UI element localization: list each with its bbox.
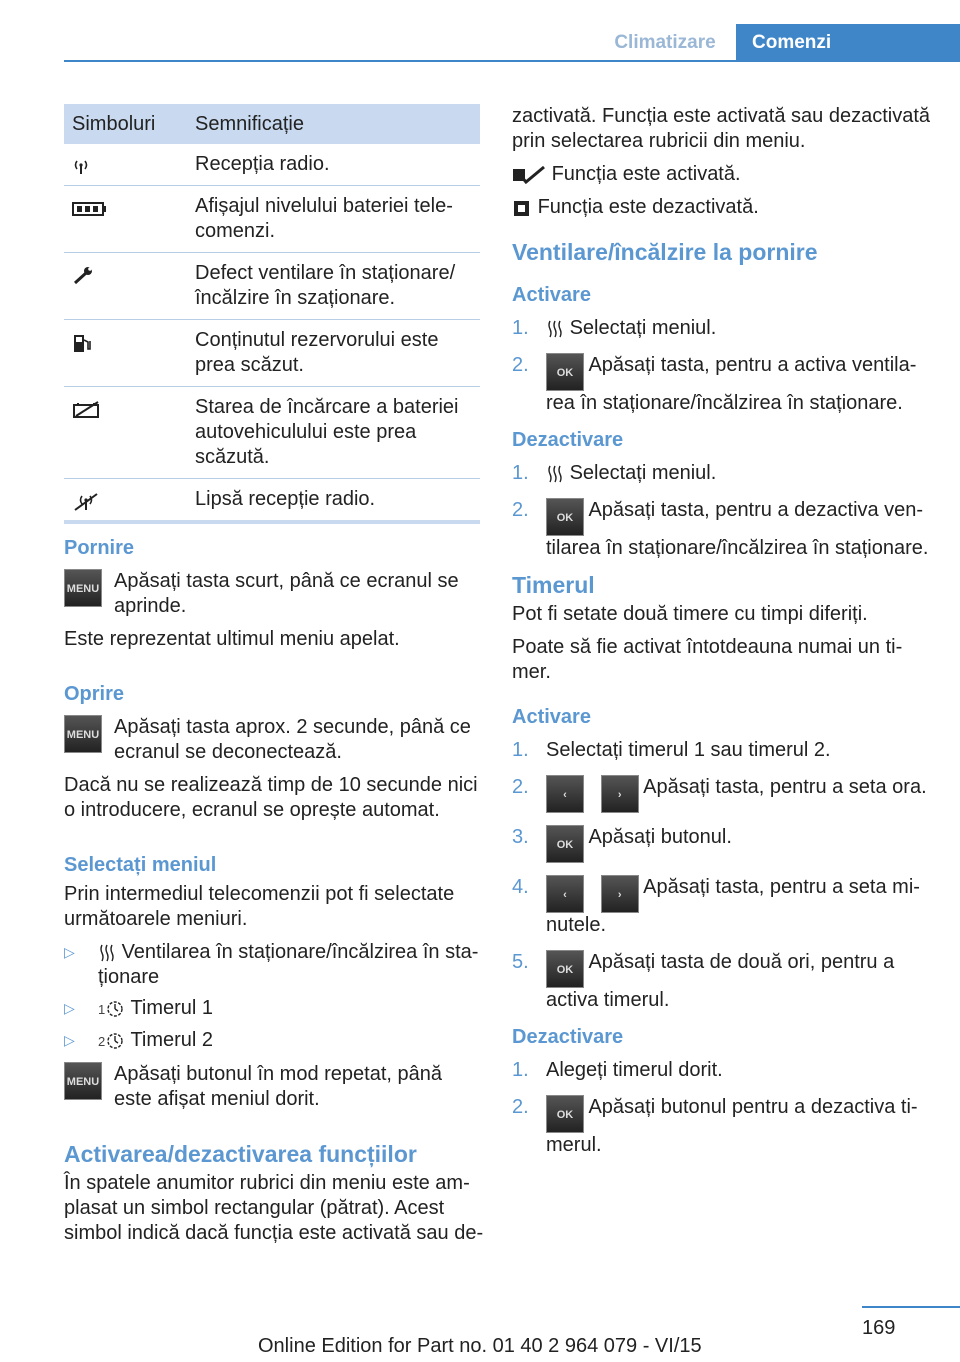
timer-off-steps: [512, 1058, 932, 1158]
bullet-icon: ▷: [64, 1032, 75, 1048]
step-text: Selectați timerul 1 sau timerul 2.: [546, 739, 831, 761]
heading-oprire: Oprire: [64, 683, 125, 705]
right-arrow-key-icon: ›: [601, 775, 639, 813]
step-number: 2.: [512, 776, 529, 798]
wrench-icon: [72, 266, 94, 286]
table-row: [64, 253, 480, 320]
left-column: [64, 536, 484, 1254]
vent-off-steps: [512, 461, 932, 561]
list-item: [512, 353, 932, 416]
timer-icon: [105, 999, 125, 1019]
step-text: Apăsați tasta, pentru a seta mi- nutele.: [546, 876, 920, 936]
list-item: [64, 1028, 484, 1054]
step-text: Apăsați tasta, pentru a seta ora.: [643, 776, 927, 798]
page-number: 169: [862, 1317, 896, 1339]
left-arrow-key-icon: ‹: [546, 775, 584, 813]
timer-p1: Pot fi setate două timere cu timpi diferiți.: [512, 603, 868, 625]
keyrow-select: [64, 1062, 484, 1112]
breadcrumb-climatizare[interactable]: Climatizare: [614, 32, 716, 53]
right-column: [512, 104, 932, 1170]
list-item: [512, 738, 932, 763]
ventilation-icon: [98, 943, 116, 963]
step-number: 1.: [512, 317, 529, 339]
bullet-icon: ▷: [64, 1000, 75, 1016]
list-item: [512, 875, 932, 938]
ventilation-icon: [546, 319, 564, 339]
ventilation-icon: [546, 464, 564, 484]
vehicle-battery-icon: [72, 400, 102, 420]
battery-level-icon: [72, 200, 108, 218]
act-text: În spatele anumitor rubrici din meniu este am- plasat un simbol rectangular (pătrat). Acest simbol indică dacă funcția este activată sau de-: [64, 1172, 484, 1244]
heading-selectati-meniul: Selectați meniul: [64, 854, 217, 876]
table-row: [64, 186, 480, 253]
step-text: Apăsați tasta, pentru a dezactiva ven- tilarea în staționare/încălzirea în staționare.: [546, 499, 929, 559]
header-divider: [64, 60, 960, 62]
list-item: [512, 1058, 932, 1083]
heading-ventilare: Ventilare/încălzire la pornire: [512, 239, 818, 265]
list-item: [512, 498, 932, 561]
step-number: 1.: [512, 739, 529, 761]
ok-key-icon: OK: [546, 498, 584, 536]
func-off-line: [512, 195, 932, 220]
list-item: [64, 940, 484, 990]
heading-timerul: Timerul: [512, 572, 595, 598]
checkbox-checked-icon: [512, 165, 546, 185]
radio-reception-icon: [72, 158, 90, 176]
list-item: [512, 825, 932, 863]
step-number: 2.: [512, 499, 529, 521]
symbols-table: [64, 104, 480, 524]
pornire-text: Apăsați tasta scurt, până ce ecranul se aprinde.: [114, 570, 459, 617]
step-number: 2.: [512, 354, 529, 376]
step-text: Apăsați butonul pentru a dezactiva ti- merul.: [546, 1096, 918, 1156]
menu-item-timer-2: Timerul 2: [130, 1029, 214, 1051]
heading-activare: Activare: [512, 284, 591, 306]
step-text: Alegeți timerul dorit.: [546, 1059, 723, 1081]
table-cell-meaning: Conținutul rezervorului este prea scăzut.: [195, 329, 439, 376]
heading-activare-dezactivare: Activarea/dezactivarea funcțiilor: [64, 1141, 417, 1167]
cont-text: zactivată. Funcția este activată sau dezactivată prin selectarea rubricii din meniu.: [512, 105, 930, 152]
list-item: [512, 950, 932, 1013]
step-text: Apăsați butonul.: [588, 826, 732, 848]
timer-p2: Poate să fie activat întotdeauna numai un ti- mer.: [512, 636, 903, 683]
step-text: Apăsați tasta de două ori, pentru a activa timerul.: [546, 951, 895, 1011]
timer-number: 2: [98, 1034, 106, 1049]
edition-footer: Online Edition for Part no. 01 40 2 964 079 - VI/15: [258, 1335, 702, 1357]
table-row: [64, 479, 480, 520]
left-arrow-key-icon: ‹: [546, 875, 584, 913]
table-cell-meaning: Recepția radio.: [195, 153, 330, 175]
list-item: [512, 775, 932, 813]
vent-on-steps: [512, 316, 932, 416]
table-row: [64, 387, 480, 479]
table-row: [64, 144, 480, 186]
ok-key-icon: OK: [546, 950, 584, 988]
menu-item-timer-1: Timerul 1: [130, 997, 214, 1019]
step-number: 1.: [512, 1059, 529, 1081]
step-number: 5.: [512, 951, 529, 973]
func-on-text: Funcția este activată.: [551, 163, 741, 185]
ok-key-icon: OK: [546, 825, 584, 863]
step-number: 2.: [512, 1096, 529, 1118]
pornire-after: Este reprezentat ultimul meniu apelat.: [64, 628, 400, 650]
func-off-text: Funcția este dezactivată.: [537, 196, 759, 218]
step-number: 3.: [512, 826, 529, 848]
table-header: [64, 104, 480, 144]
list-item: [512, 316, 932, 341]
keyrow-oprire: [64, 715, 484, 765]
ok-key-icon: OK: [546, 1095, 584, 1133]
step-text: Selectați meniul.: [569, 317, 717, 339]
timer-number: 1: [98, 1002, 106, 1017]
menu-key-icon: MENU: [64, 1062, 102, 1100]
select-key-text: Apăsați butonul în mod repetat, până este afișat meniul dorit.: [114, 1063, 443, 1110]
table-cell-meaning: Lipsă recepție radio.: [195, 488, 376, 510]
oprire-after: Dacă nu se realizează timp de 10 secunde nici o introducere, ecranul se oprește automat.: [64, 774, 478, 821]
heading-pornire: Pornire: [64, 537, 135, 559]
keyrow-pornire: [64, 569, 484, 619]
func-on-line: [512, 162, 932, 187]
checkbox-empty-icon: [512, 198, 532, 218]
fuel-pump-icon: [72, 332, 92, 354]
table-row: [64, 320, 480, 387]
step-number: 1.: [512, 462, 529, 484]
timer-on-steps: [512, 738, 932, 1013]
heading-activare: Activare: [512, 706, 591, 728]
timer-icon: [105, 1031, 125, 1051]
menu-key-icon: MENU: [64, 569, 102, 607]
no-radio-reception-icon: [72, 492, 100, 512]
step-text: Apăsați tasta, pentru a activa ventila- rea în staționare/încălzirea în staționare.: [546, 354, 917, 414]
select-text: Prin intermediul telecomenzii pot fi selectate următoarele meniuri.: [64, 883, 455, 930]
right-arrow-key-icon: ›: [601, 875, 639, 913]
oprire-text: Apăsați tasta aprox. 2 secunde, până ce ecranul se deconectează.: [114, 716, 471, 763]
list-item: [64, 996, 484, 1022]
heading-dezactivare: Dezactivare: [512, 1026, 624, 1048]
step-number: 4.: [512, 876, 529, 898]
table-header-meaning: Semnificație: [195, 112, 304, 135]
bullet-icon: ▷: [64, 944, 75, 960]
menu-list: [64, 940, 484, 1054]
heading-dezactivare: Dezactivare: [512, 429, 624, 451]
menu-key-icon: MENU: [64, 715, 102, 753]
table-cell-meaning: Defect ventilare în staționare/ încălzire în szaționare.: [195, 262, 456, 309]
list-item: [512, 461, 932, 486]
footer-divider: [862, 1306, 960, 1308]
table-cell-meaning: Afișajul nivelului bateriei tele- comenzi.: [195, 195, 453, 242]
table-header-symbols: Simboluri: [72, 112, 156, 135]
breadcrumb-comenzi[interactable]: Comenzi: [736, 24, 960, 62]
ok-key-icon: OK: [546, 353, 584, 391]
table-cell-meaning: Starea de încărcare a bateriei autovehiculului este prea scăzută.: [195, 396, 459, 468]
table-bottom-rule: [64, 520, 480, 524]
step-text: Selectați meniul.: [569, 462, 717, 484]
list-item: [512, 1095, 932, 1158]
menu-item-ventilation: Ventilarea în staționare/încălzirea în sta- ționare: [98, 941, 479, 988]
